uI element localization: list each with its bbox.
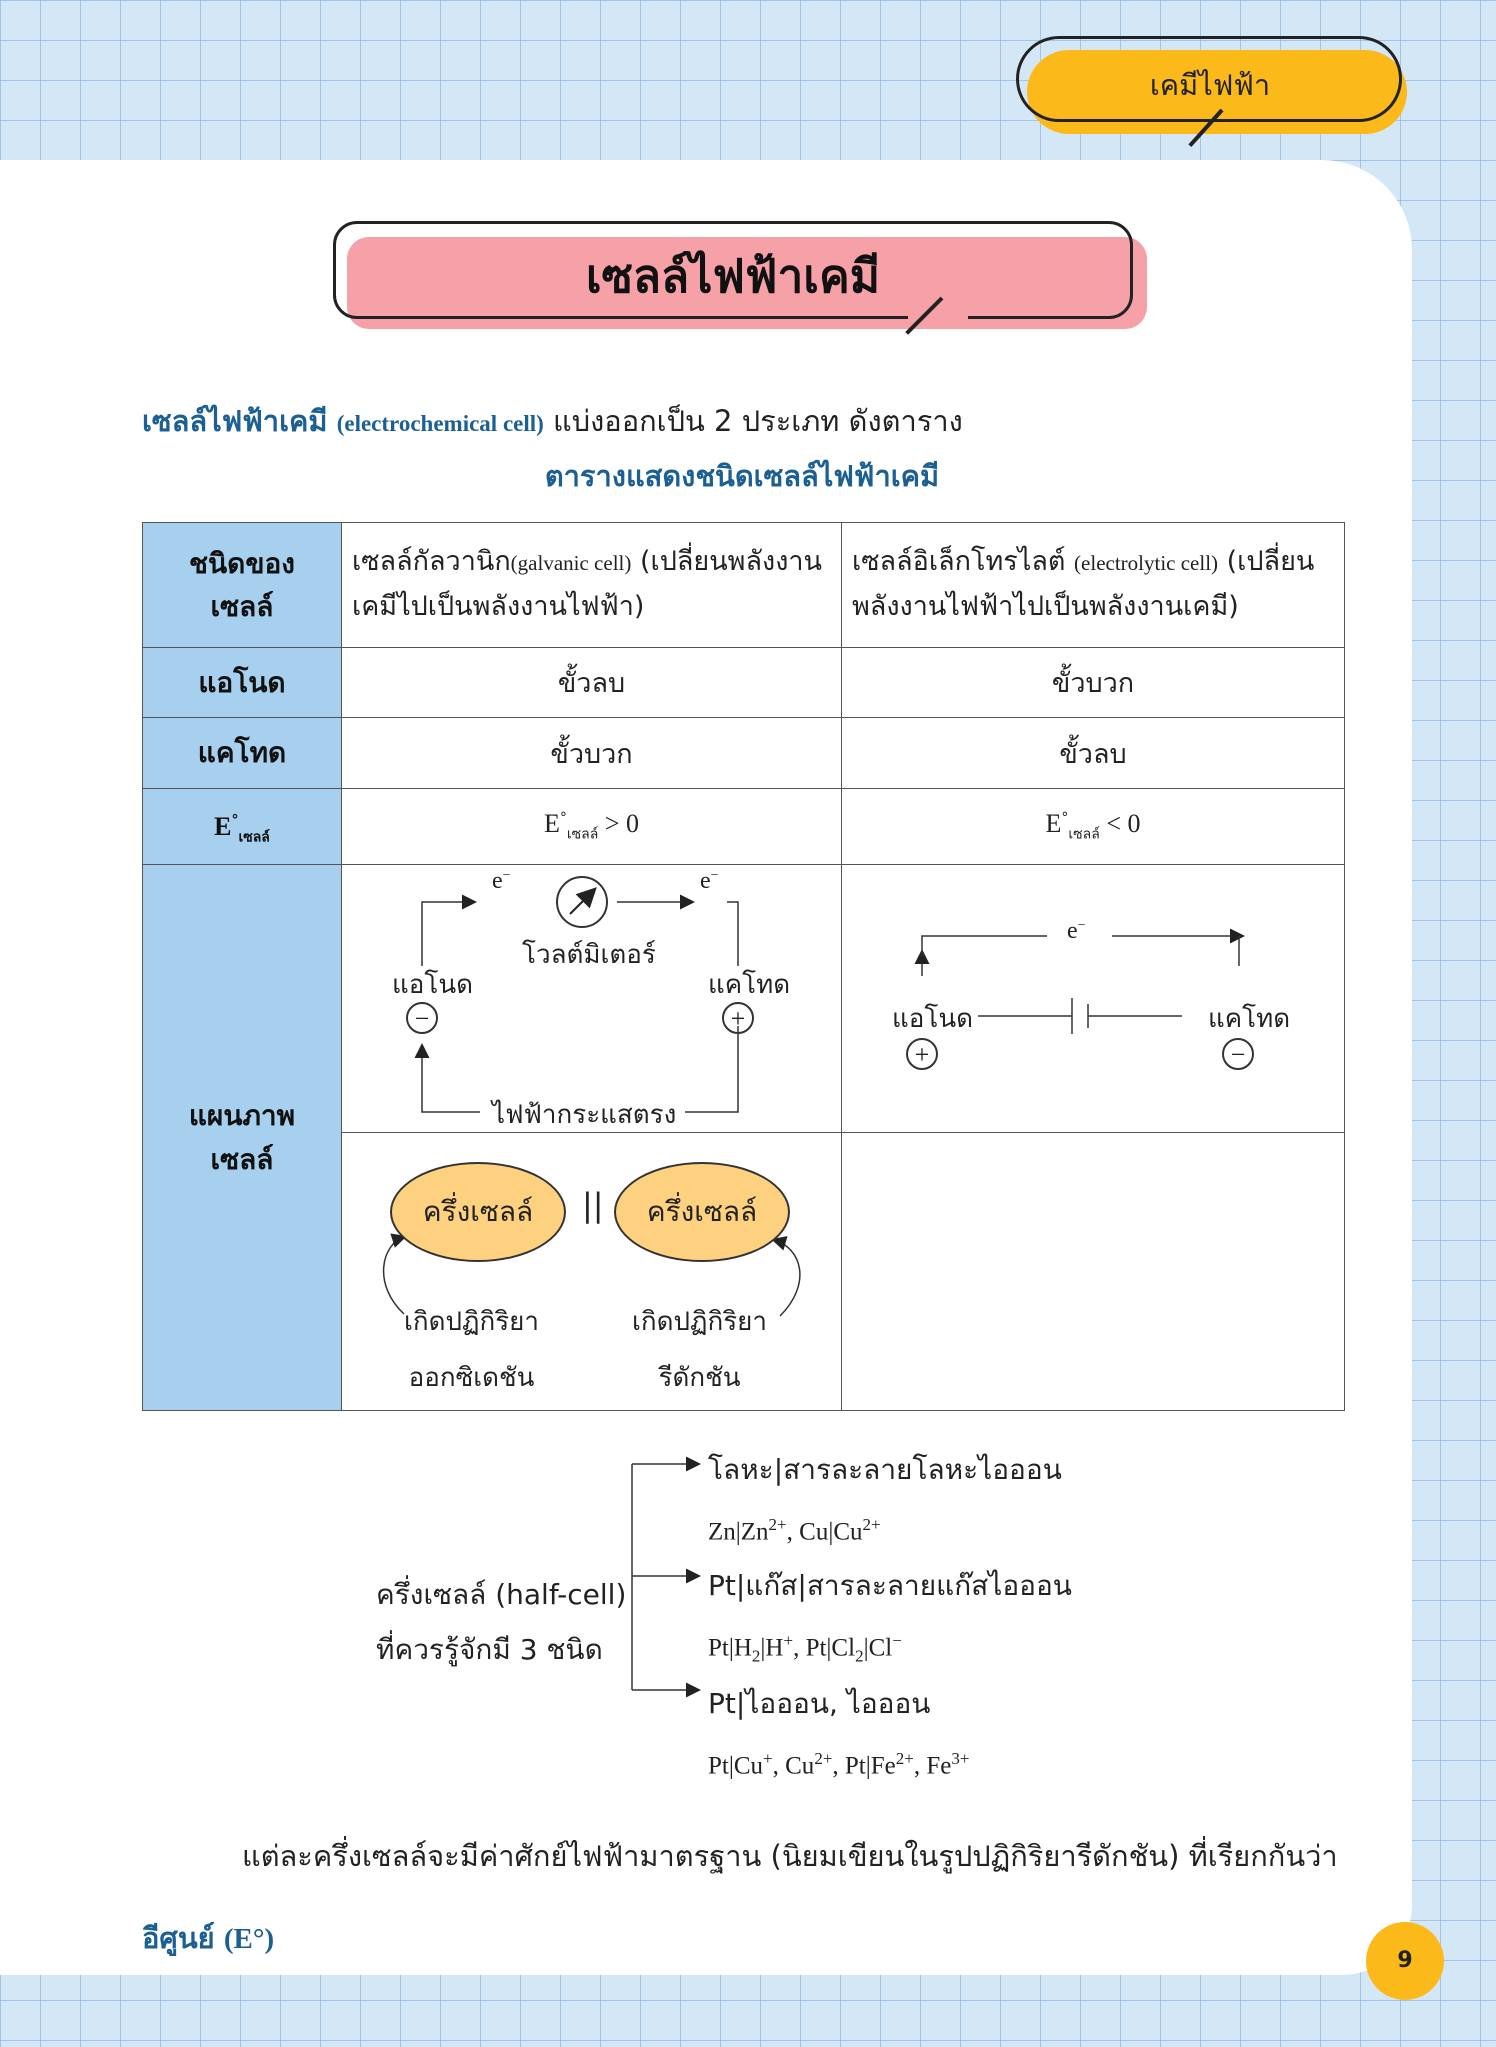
half-cell-types-lead <box>376 1567 626 1677</box>
half-cell-type-1: โลหะ|สารละลายโลหะไอออน <box>708 1453 1062 1486</box>
electrolytic-anode-label: แอโนด <box>892 1003 973 1034</box>
electrolytic-ecell <box>842 789 1345 865</box>
reduction-note <box>632 1294 767 1406</box>
galvanic-half-cell-cell <box>342 1133 842 1411</box>
ecell-header-subscript: เซลล์ <box>238 829 270 846</box>
electrolytic-english: (electrolytic cell) <box>1074 551 1219 576</box>
intro-english: (electrochemical cell) <box>336 411 544 436</box>
galvanic-ecell-subscript: เซลล์ <box>566 826 599 843</box>
galvanic-english: (galvanic cell) <box>510 551 632 576</box>
electrolytic-ecell-symbol: E <box>1045 808 1062 838</box>
electrolytic-ecell-relation: < 0 <box>1099 808 1141 838</box>
electrolytic-diagram-cell <box>842 865 1345 1133</box>
table-row-diagram <box>143 865 1345 1133</box>
direct-current-label: ไฟฟ้ากระแสตรง <box>492 1099 677 1130</box>
half-cell-diagram <box>342 1134 841 1410</box>
half-cell-type-2-example: $Pt|H_2|H^+$, $Pt|Cl_2|Cl^-$ <box>708 1631 902 1666</box>
half-cell-type-2: Pt|แก๊ส|สารละลายแก๊สไอออน <box>708 1569 1072 1602</box>
electrolytic-anode: ขั้วบวก <box>842 648 1345 718</box>
row-header-diagram-line2: เซลล์ <box>210 1142 274 1176</box>
oxidation-note-line2: ออกซิเดชัน <box>408 1362 535 1393</box>
table-row-anode <box>143 648 1345 718</box>
row-header-type-line1: ชนิดของ <box>189 546 295 580</box>
table-row-cathode <box>143 718 1345 789</box>
closing-paragraph <box>142 1815 1342 1980</box>
electrolytic-desc-1: (เปลี่ยน <box>1218 546 1315 578</box>
half-cell-type-1-example: $Zn|Zn^{2+}$, $Cu|Cu^{2+}$ <box>708 1515 881 1546</box>
closing-term: อีศูนย์ <box>142 1921 215 1955</box>
half-cell-types-lead-1: ครึ่งเซลล์ (half-cell) <box>376 1578 627 1611</box>
electrolytic-name: เซลล์อิเล็กโทรไลต์ <box>852 546 1066 578</box>
electrolytic-cathode: ขั้วลบ <box>842 718 1345 789</box>
row-header-diagram-line1: แผนภาพ <box>188 1099 296 1133</box>
galvanic-electron-left: e− <box>492 867 511 894</box>
galvanic-ecell-relation: > 0 <box>598 808 639 838</box>
row-header-cathode: แคโทด <box>143 718 342 789</box>
row-header-anode: แอโนด <box>143 648 342 718</box>
section-title: เซลล์ไฟฟ้าเคมี <box>585 249 881 303</box>
intro-term: เซลล์ไฟฟ้าเคมี <box>142 404 328 438</box>
electrolytic-desc-2: พลังงานไฟฟ้าไปเป็นพลังงานเคมี) <box>852 591 1239 622</box>
page-number: 9 <box>1366 1922 1444 2000</box>
closing-text: แต่ละครึ่งเซลล์จะมีค่าศักย์ไฟฟ้ามาตรฐาน (นิยมเขียนในรูปปฏิกิริยารีดักชัน) ที่เรียกกันว่า <box>242 1839 1338 1873</box>
table-row-type <box>143 523 1345 648</box>
galvanic-diagram-cell <box>342 865 842 1133</box>
galvanic-ecell-degree: ° <box>559 809 567 826</box>
row-header-type <box>143 523 342 648</box>
electrolytic-empty-cell <box>842 1133 1345 1411</box>
ecell-header-degree: ° <box>231 812 239 829</box>
galvanic-anode-label: แอโนด <box>392 969 473 1000</box>
galvanic-anode: ขั้วลบ <box>342 648 842 718</box>
galvanic-cathode-label: แคโทด <box>708 969 791 1000</box>
electrolytic-ecell-degree: ° <box>1061 809 1069 826</box>
electrolytic-cathode-label: แคโทด <box>1208 1003 1291 1034</box>
galvanic-circuit-diagram <box>342 866 841 1132</box>
reduction-note-line1: เกิดปฏิกิริยา <box>632 1306 768 1337</box>
voltmeter-label: โวลต์มิเตอร์ <box>522 939 656 970</box>
galvanic-desc-1: (เปลี่ยนพลังงาน <box>631 546 822 578</box>
oxidation-note-line1: เกิดปฏิกิริยา <box>404 1306 540 1337</box>
galvanic-name: เซลล์กัลวานิก <box>352 546 511 578</box>
chapter-tag: เคมีไฟฟ้า <box>1149 68 1271 102</box>
electrolytic-ecell-subscript: เซลล์ <box>1068 826 1100 843</box>
galvanic-ecell <box>342 789 842 865</box>
galvanic-desc-2: เคมีไปเป็นพลังงานไฟฟ้า) <box>352 591 645 622</box>
electrolytic-type-cell <box>842 523 1345 648</box>
electrolytic-anode-sign: + <box>906 1038 938 1070</box>
salt-bridge-separator: || <box>582 1185 604 1224</box>
half-cell-right: ครึ่งเซลล์ <box>614 1162 790 1262</box>
intro-paragraph <box>142 398 963 444</box>
galvanic-type-cell <box>342 523 842 648</box>
cell-types-table <box>142 522 1345 1411</box>
electrolytic-circuit-diagram <box>842 866 1344 1132</box>
ecell-header-symbol: E <box>214 811 232 841</box>
electrolytic-cathode-sign: − <box>1222 1038 1254 1070</box>
galvanic-cathode: ขั้วบวก <box>342 718 842 789</box>
galvanic-anode-sign: − <box>406 1002 438 1034</box>
table-row-ecell <box>143 789 1345 865</box>
row-header-type-line2: เซลล์ <box>210 590 274 623</box>
half-cell-types-bracket <box>620 1450 720 1710</box>
galvanic-ecell-symbol: E <box>543 808 560 838</box>
reduction-note-line2: รีดักชัน <box>658 1362 741 1393</box>
closing-symbol: (E°) <box>223 1923 275 1955</box>
half-cell-left: ครึ่งเซลล์ <box>390 1162 566 1262</box>
half-cell-types-lead-2: ที่ควรรู้จักมี 3 ชนิด <box>376 1633 603 1666</box>
half-cell-type-3: Pt|ไอออน, ไอออน <box>708 1687 931 1720</box>
row-header-diagram <box>143 865 342 1411</box>
galvanic-electron-right: e− <box>700 867 719 894</box>
oxidation-note <box>404 1294 539 1406</box>
row-header-ecell <box>143 789 342 865</box>
electrolytic-electron: e− <box>1067 917 1086 944</box>
intro-rest: แบ่งออกเป็น 2 ประเภท ดังตาราง <box>553 404 963 438</box>
table-caption: ตารางแสดงชนิดเซลล์ไฟฟ้าเคมี <box>544 459 940 493</box>
galvanic-cathode-sign: + <box>722 1002 754 1034</box>
half-cell-type-3-example: Pt|Cu+, $Cu^{2+}$, $Pt|Fe^{2+}$, $Fe^{3+}$ <box>708 1749 970 1780</box>
